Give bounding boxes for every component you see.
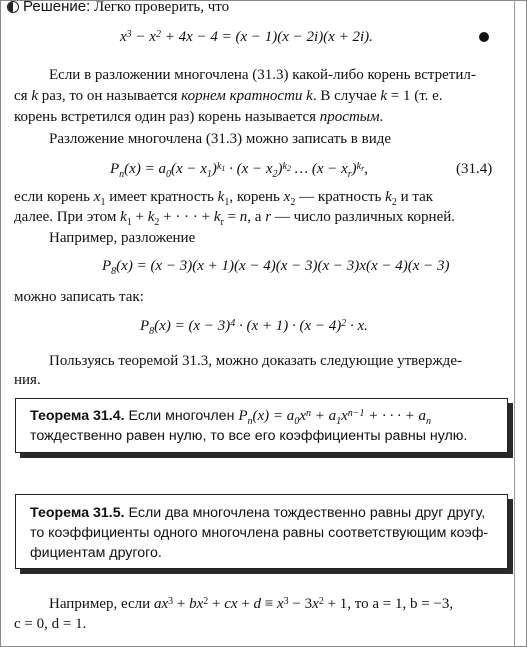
para5-line1: Например, если $ax^3 + bx^2$ + cx + $d \equiv x^3 - 3x^2 + 1$, то a = 1, b = −3, [49, 595, 454, 612]
p8-expansion: $P_8(x) = (x - 3)(x + 1)(x - 4)(x - 3)(x - 3)x(x - 4)(x - 3)$ [102, 258, 450, 277]
para2-line1: Разложение многочлена (31.3) можно записать в виде [49, 131, 392, 147]
p8-compact: $P_8(x) = (x - 3)^4 \cdot (x + 1) \cdot (x - 4)^2 \cdot x$. [140, 317, 368, 337]
para3-line1: Например, разложение [49, 230, 196, 246]
theorem-31-4-box [15, 398, 508, 453]
page-margin-line [514, 0, 515, 647]
theorem-31-4-title: Теорема 31.4. [30, 408, 125, 424]
para5-line2: c = 0, d = 1. [14, 616, 87, 632]
equation-31-4: $P_n(x) = a_0(x - x_1)^{k_1} \cdot (x - x_2)^{k_2}$ … $(x - x_r)^{k_r}$, [110, 160, 368, 180]
theorem-31-5-line1: Теорема 31.5. Если два многочлена тождественно равны друг другу, [30, 505, 486, 521]
solution-icon [7, 1, 19, 13]
para1-line2: ся k раз, то он называется корнем кратности k. В случае k = 1 (т. е. [14, 88, 443, 104]
para2-line3: далее. При этом $k_1 + k_2$ + · · · + $k_r = n$, а r — число различных корней. [14, 209, 456, 228]
para4-line2: ния. [14, 372, 41, 388]
para4-line1: Пользуясь теоремой 31.3, можно доказать следующие утвержде- [49, 353, 462, 369]
term-root-multiplicity: корнем кратности [181, 88, 303, 104]
term-simple: простым [319, 109, 380, 125]
para3-line2: можно записать так: [14, 289, 144, 305]
solution-header [23, 0, 229, 17]
theorem-31-5-box [15, 494, 508, 569]
theorem-31-4-line2: тождественно равен нулю, то все его коэффициенты равны нулю. [30, 428, 468, 444]
end-of-proof-icon [479, 32, 489, 42]
solution-intro: Легко проверить, что [94, 0, 230, 15]
theorem-31-4-line1: Теорема 31.4. Если многочлен $P_n(x) = a_0x^n + a_1x^{n-1}$ + · · · + $a_n$ [30, 407, 432, 427]
para1-line1: Если в разложении многочлена (31.3) какой-либо корень встретил- [49, 67, 476, 83]
para1-line3: корень встретился один раз) корень называется простым. [14, 109, 384, 125]
theorem-31-5-line3: фициентам другого. [30, 545, 162, 561]
para2-line2: если корень $x_1$ имеет кратность $k_1$, корень $x_2$ — кратность $k_2$ и так [14, 189, 434, 208]
theorem-31-5-title: Теорема 31.5. [30, 505, 125, 521]
solution-formula: $x^3 - x^2 + 4x - 4 = (x - 1)(x - 2i)(x + 2i)$. [120, 28, 373, 45]
equation-number: (31.4) [456, 161, 493, 177]
theorem-31-5-line2: то коэффициенты одного многочлена равны соответствующим коэф- [30, 525, 489, 541]
solution-label: Решение: [23, 0, 91, 15]
